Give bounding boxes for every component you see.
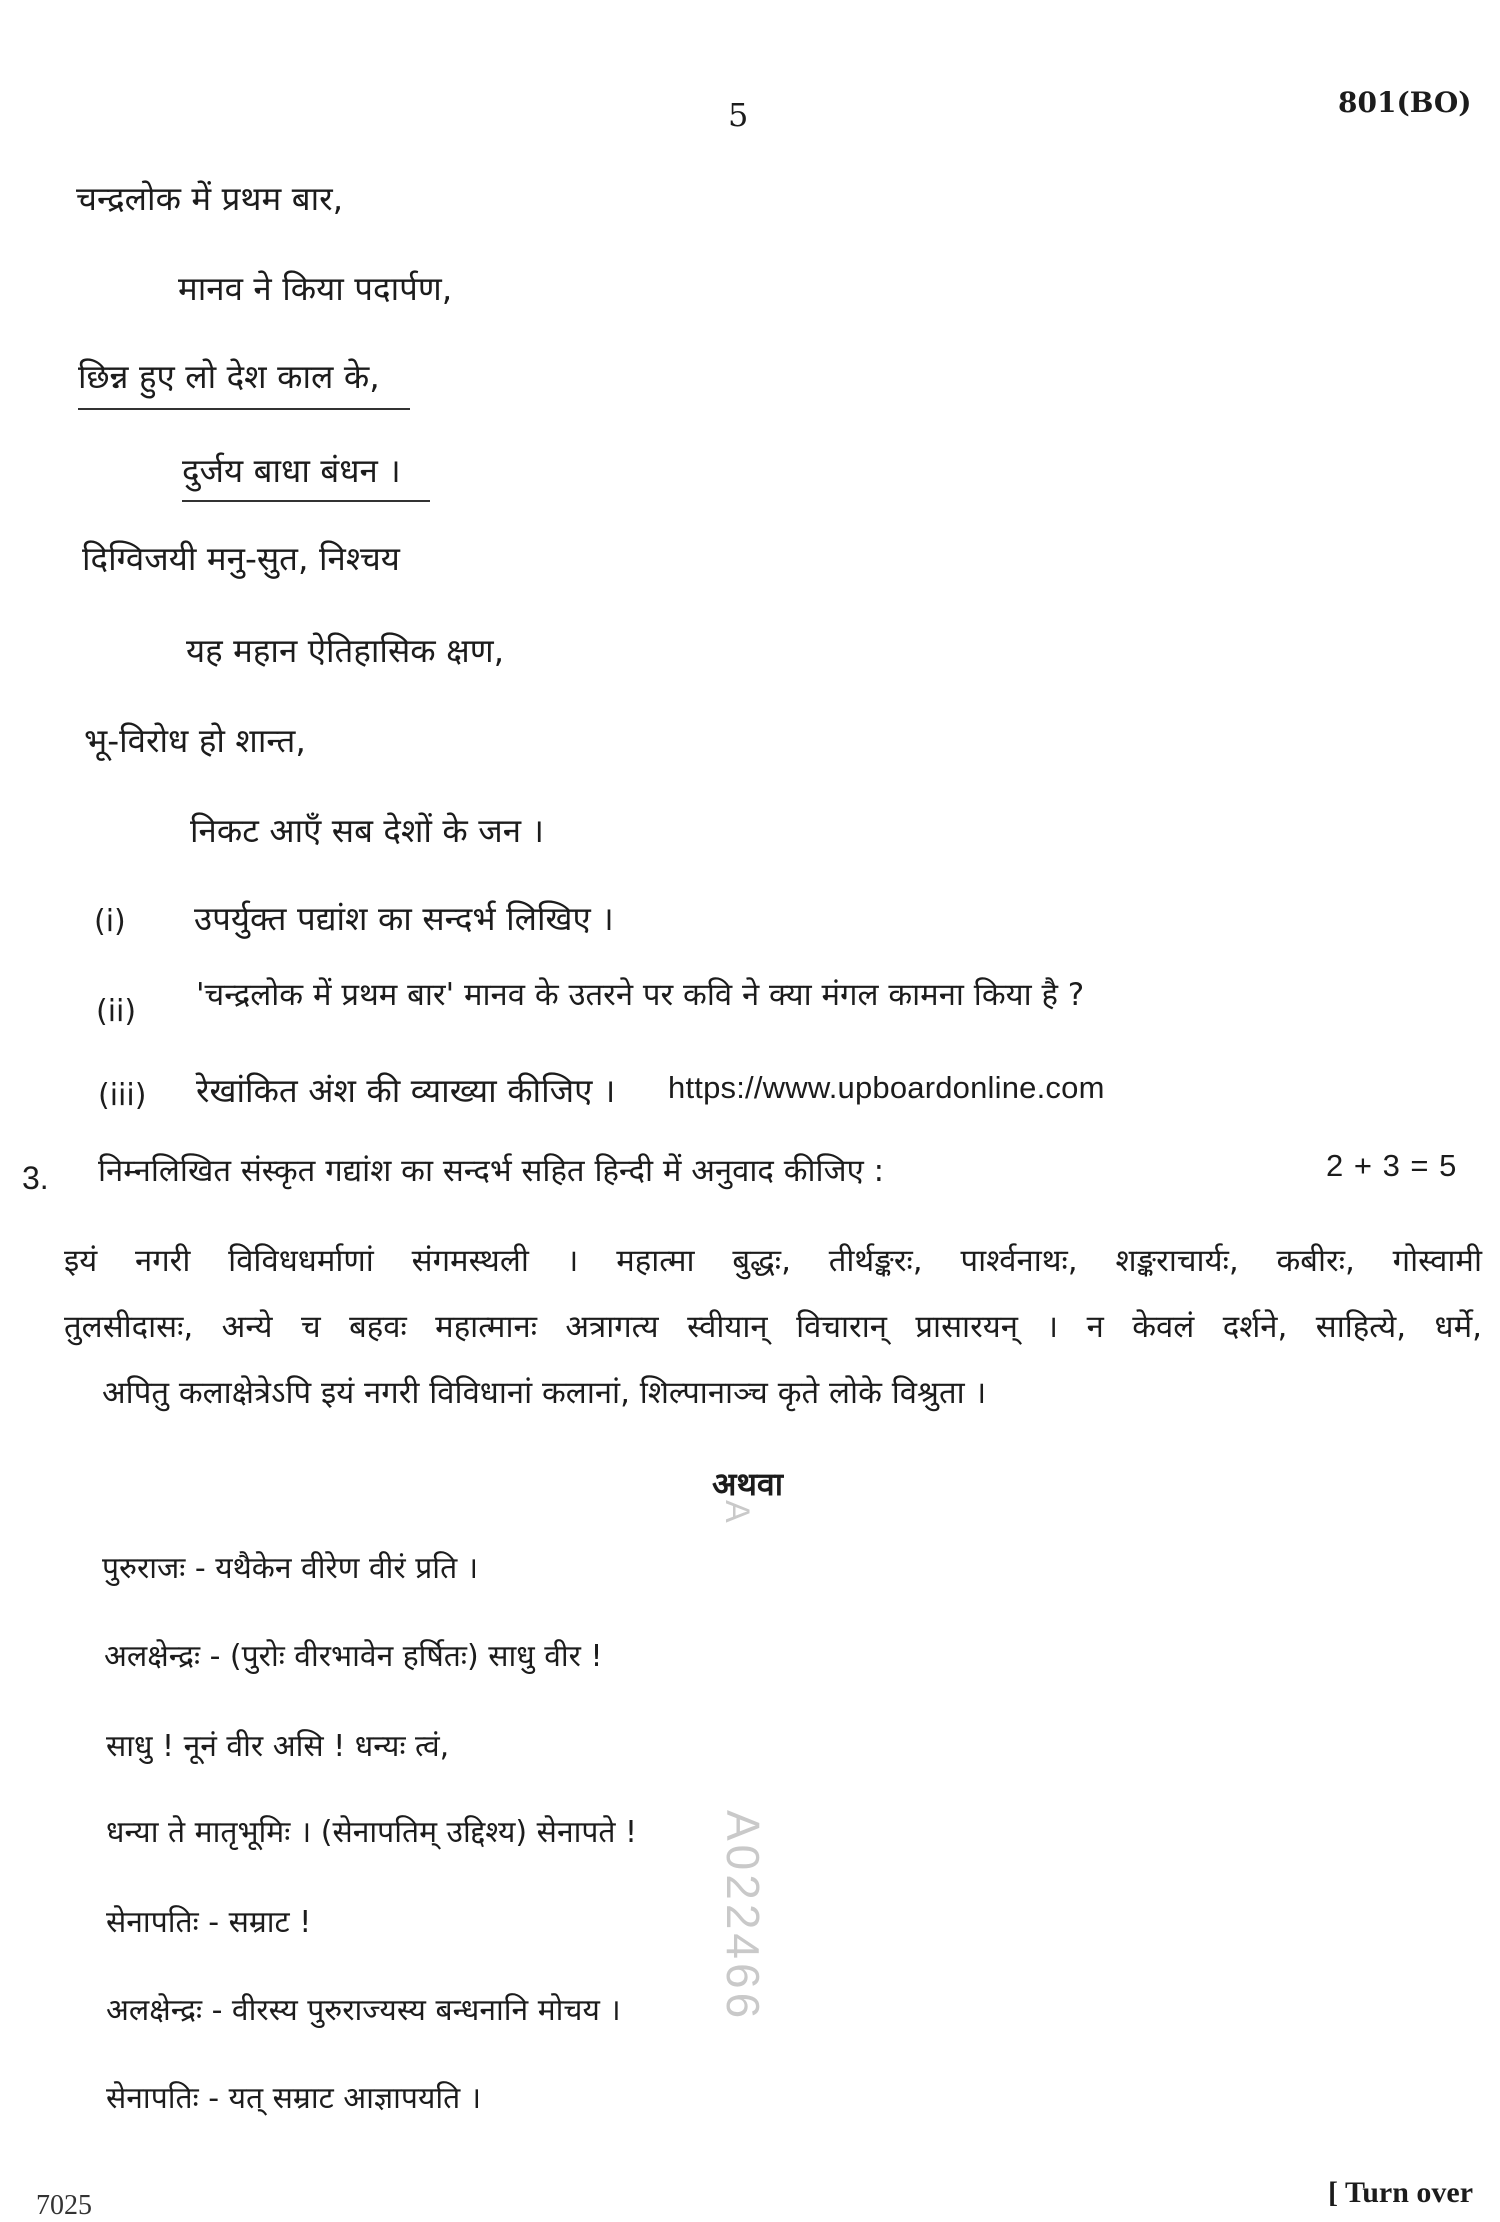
passage-line: तुलसीदासः, अन्ये च बहवः महात्मानः अत्रागत्य स्वीयान् विचारान् प्रासारयन् । न केवलं दर्शने, साहित्ये, धर्मे, (64, 1309, 1482, 1345)
dialogue-line: सेनापतिः - सम्राट ! (106, 1905, 312, 1940)
passage-line: अपितु कलाक्षेत्रेऽपि इयं नगरी विविधानां कलानां, शिल्पानाञ्च कृते लोके विश्रुता । (102, 1375, 987, 1411)
sub-question-text: रेखांकित अंश की व्याख्या कीजिए । (196, 1071, 616, 1110)
poem-line-underlined: छिन्न हुए लो देश काल के, (78, 357, 380, 396)
poem-line: चन्द्रलोक में प्रथम बार, (76, 179, 344, 218)
poem-line-underlined: दुर्जय बाधा बंधन । (182, 451, 401, 490)
sub-question-marker: (iii) (98, 1078, 147, 1113)
question-text: निम्नलिखित संस्कृत गद्यांश का सन्दर्भ सहित हिन्दी में अनुवाद कीजिए : (98, 1153, 885, 1189)
sub-question-text: 'चन्द्रलोक में प्रथम बार' मानव के उतरने पर कवि ने क्या मंगल कामना किया है ? (196, 977, 1085, 1013)
sub-question-text: उपर्युक्त पद्यांश का सन्दर्भ लिखिए । (194, 899, 614, 938)
question-number: 3. (22, 1160, 49, 1196)
dialogue-line: पुरुराजः - यथैकेन वीरेण वीरं प्रति । (102, 1551, 479, 1586)
stamp-letter: A (718, 1500, 756, 1523)
dialogue-line: सेनापतिः - यत् सम्राट आज्ञापयति । (106, 2081, 482, 2116)
hand-underline (78, 408, 410, 410)
turn-over-note: [ Turn over (1328, 2176, 1474, 2209)
serial-stamp: A022466 (717, 1810, 769, 2023)
footer-code: 7025 (36, 2190, 92, 2221)
sub-question-marker: (ii) (96, 994, 137, 1029)
dialogue-line: धन्या ते मातृभूमिः । (सेनापतिम् उद्दिश्य) सेनापते ! (106, 1815, 638, 1850)
sub-question-marker: (i) (94, 904, 126, 939)
poem-line: भू-विरोध हो शान्त, (84, 721, 306, 760)
poem-line: दिग्विजयी मनु-सुत, निश्चय (82, 539, 400, 578)
dialogue-line: अलक्षेन्द्रः - वीरस्य पुरुराज्यस्य बन्धनानि मोचय । (106, 1993, 621, 2028)
passage-line: इयं नगरी विविधधर्माणां संगमस्थली । महात्मा बुद्धः, तीर्थङ्करः, पार्श्वनाथः, शङ्कराचार्यः, कबीरः, गोस्वामी (64, 1243, 1482, 1279)
paper-code: 801(BO) (1338, 86, 1472, 119)
page-number: 5 (728, 96, 749, 134)
dialogue-line: साधु ! नूनं वीर असि ! धन्यः त्वं, (106, 1729, 450, 1764)
or-heading: अथवा (712, 1465, 783, 1503)
dialogue-line: अलक्षेन्द्रः - (पुरोः वीरभावेन हर्षितः) साधु वीर ! (104, 1639, 603, 1674)
question-marks: 2 + 3 = 5 (1326, 1148, 1458, 1183)
website-link[interactable]: https://www.upboardonline.com (668, 1070, 1105, 1105)
hand-underline (182, 500, 430, 502)
poem-line: मानव ने किया पदार्पण, (178, 269, 453, 308)
poem-line: निकट आएँ सब देशों के जन । (190, 811, 545, 850)
poem-line: यह महान ऐतिहासिक क्षण, (186, 631, 505, 670)
